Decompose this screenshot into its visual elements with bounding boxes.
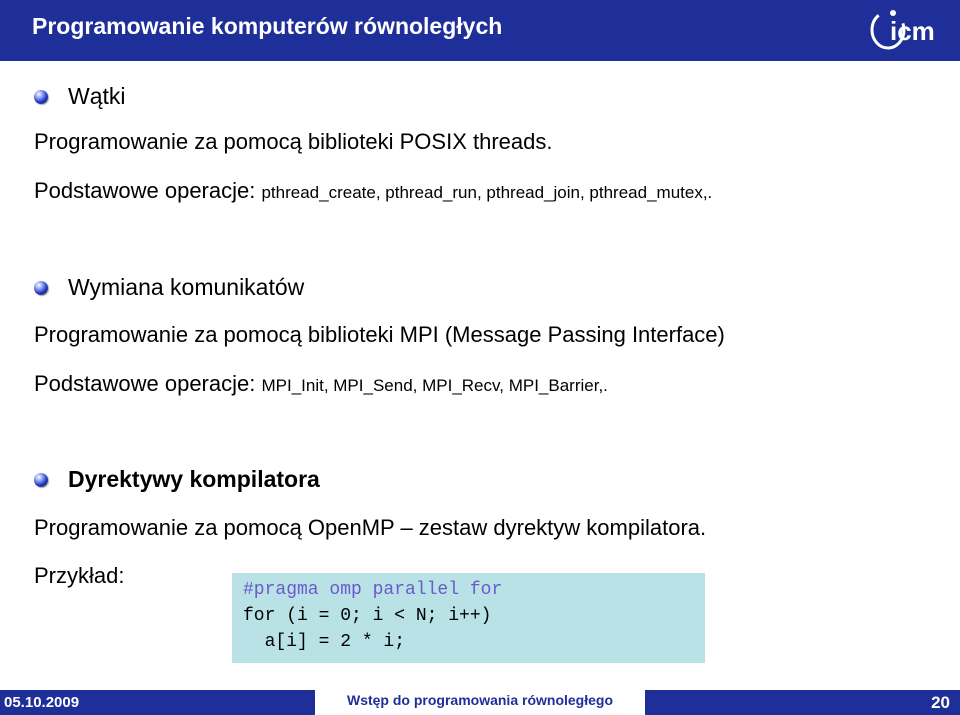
logo-text: icm [890, 16, 935, 46]
code-line: for (i = 0; i < N; i++) [243, 606, 492, 626]
section-threads-line2 [34, 178, 712, 204]
section-heading-threads: Wątki [68, 83, 126, 109]
example-label: Przykład: [34, 563, 125, 588]
section-heading-messages: Wymiana komunikatów [68, 274, 305, 300]
code-line: a[i] = 2 * i; [243, 632, 406, 652]
title-bar [0, 0, 960, 61]
ops-list: MPI_Init, MPI_Send, MPI_Recv, MPI_Barrier,. [261, 376, 608, 395]
slide-title: Programowanie komputerów równoległych [32, 13, 503, 39]
bullet-icon [34, 281, 48, 295]
bullet-icon [34, 473, 48, 487]
section-threads-line1: Programowanie za pomocą biblioteki POSIX threads. [34, 129, 553, 154]
footer-course-box [315, 690, 645, 715]
code-example [232, 573, 705, 663]
bullet-icon [34, 90, 48, 104]
section-heading-directives: Dyrektywy kompilatora [68, 466, 320, 492]
section-messages-line1: Programowanie za pomocą biblioteki MPI (Message Passing Interface) [34, 322, 725, 347]
ops-list: pthread_create, pthread_run, pthread_join, pthread_mutex,. [261, 183, 713, 202]
icm-logo [866, 4, 950, 56]
section-messages-line2 [34, 371, 608, 397]
footer-course: Wstęp do programowania równoległego [346, 692, 613, 708]
code-line: #pragma omp parallel for [243, 580, 503, 600]
ops-label: Podstawowe operacje: [34, 178, 262, 203]
section-directives-line1: Programowanie za pomocą OpenMP – zestaw dyrektyw kompilatora. [34, 515, 707, 540]
footer-bar [0, 690, 960, 715]
footer-date: 05.10.2009 [4, 694, 80, 711]
ops-label: Podstawowe operacje: [34, 371, 262, 396]
page-number: 20 [931, 693, 950, 712]
